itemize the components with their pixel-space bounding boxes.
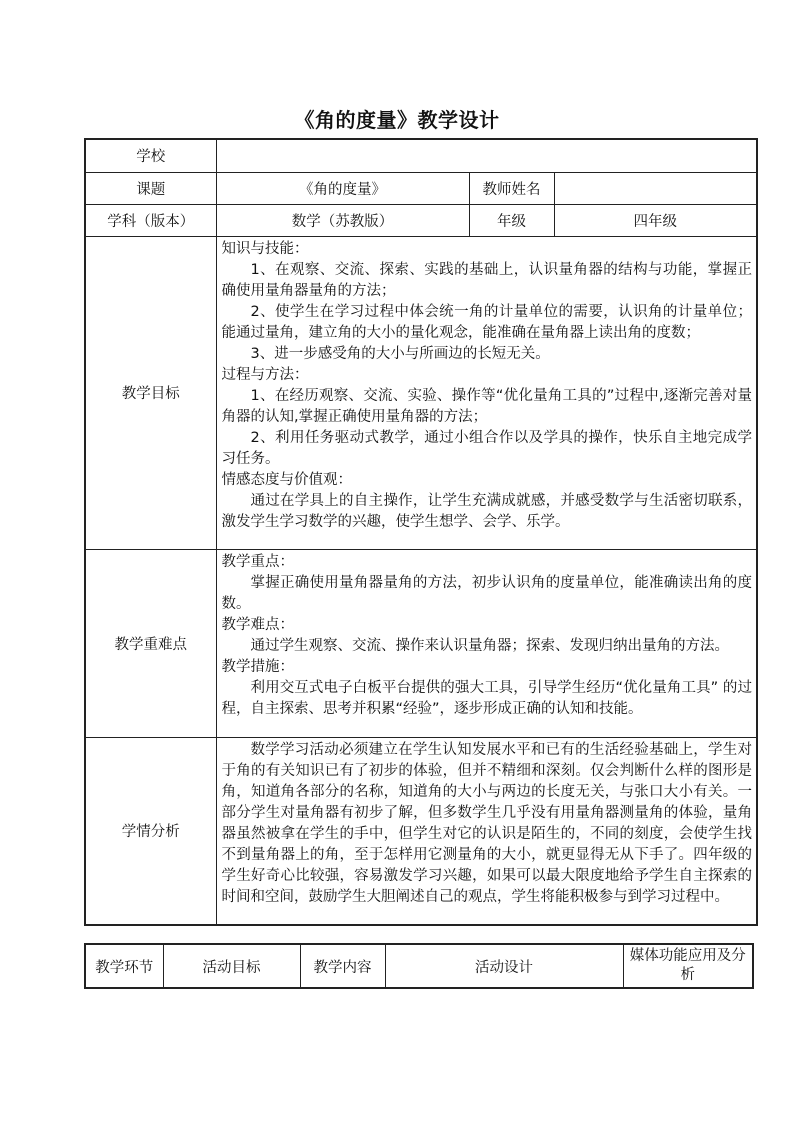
school-row (85, 139, 757, 172)
school-label: 学校 (85, 139, 216, 172)
measures-text: 利用交互式电子白板平台提供的强大工具，引导学生经历“优化量角工具” 的过程，自主探索、思考并积累“经验”，逐步形成正确的认知和技能。 (221, 679, 752, 717)
grade-label: 年级 (469, 204, 554, 236)
focus-text: 掌握正确使用量角器量角的方法，初步认识角的度量单位，能准确读出角的度数。 (221, 574, 752, 612)
teacher-label: 教师姓名 (469, 172, 554, 204)
subject-row (85, 204, 757, 236)
topic-row (85, 172, 757, 204)
activity-header-row (85, 944, 753, 988)
goals-row (85, 236, 757, 549)
header-activity-goal: 活动目标 (163, 944, 300, 988)
header-media-analysis: 媒体功能应用及分析 (623, 944, 753, 988)
key-points-content (216, 549, 757, 737)
activity-table (84, 943, 754, 989)
measures-heading: 教学措施： (221, 658, 294, 675)
difficulty-heading: 教学难点： (221, 616, 294, 633)
knowledge-item-2: 2、使学生在学习过程中体会统一角的计量单位的需要，认识角的计量单位；能通过量角，建立角的大小的量化观念，能准确在量角器上读出角的度数； (221, 303, 752, 341)
process-item-2: 2、利用任务驱动式教学，通过小组合作以及学具的操作，快乐自主地完成学习任务。 (221, 429, 752, 467)
analysis-content (216, 737, 757, 925)
key-points-label: 教学重难点 (85, 549, 216, 737)
header-activity-design: 活动设计 (385, 944, 623, 988)
emotion-heading: 情感态度与价值观： (221, 471, 352, 488)
goals-label: 教学目标 (85, 236, 216, 549)
emotion-item-1: 通过在学具上的自主操作，让学生充满成就感，并感受数学与生活密切联系，激发学生学习数学的兴趣，使学生想学、会学、乐学。 (221, 492, 752, 530)
goals-content (216, 236, 757, 549)
knowledge-item-3: 3、进一步感受角的大小与所画边的长短无关。 (250, 345, 550, 362)
analysis-row (85, 737, 757, 925)
analysis-label: 学情分析 (85, 737, 216, 925)
school-value (216, 139, 757, 172)
subject-value: 数学（苏教版） (216, 204, 469, 236)
knowledge-item-1: 1、在观察、交流、探索、实践的基础上，认识量角器的结构与功能，掌握正确使用量角器量角的方法； (221, 261, 752, 299)
difficulty-text: 通过学生观察、交流、操作来认识量角器；探索、发现归纳出量角的方法。 (250, 637, 729, 654)
lesson-info-table (84, 138, 758, 926)
focus-heading: 教学重点： (221, 553, 294, 570)
process-item-1: 1、在经历观察、交流、实验、操作等“优化量角工具的”过程中,逐渐完善对量角器的认知,掌握正确使用量角器的方法； (221, 387, 752, 425)
header-teaching-stage: 教学环节 (85, 944, 163, 988)
topic-label: 课题 (85, 172, 216, 204)
topic-value: 《角的度量》 (216, 172, 469, 204)
key-points-row (85, 549, 757, 737)
knowledge-heading: 知识与技能： (221, 240, 309, 257)
teacher-value (554, 172, 757, 204)
grade-value: 四年级 (554, 204, 757, 236)
document-title: 《角的度量》教学设计 (294, 108, 500, 132)
subject-label: 学科（版本） (85, 204, 216, 236)
process-heading: 过程与方法： (221, 366, 309, 383)
header-teaching-content: 教学内容 (300, 944, 385, 988)
analysis-text: 数学学习活动必须建立在学生认知发展水平和已有的生活经验基础上，学生对于角的有关知识已有了初步的体验，但并不精细和深刻。仅会判断什么样的图形是角，知道角各部分的名称，知道角的大小与两边的长度无关，与张口大小有关。一部分学生对量角器有初步了解，但多数学生几乎没有用量角器测量角的体验，量角器虽然被拿在学生的手中，但学生对它的认识是陌生的，不同的刻度，会使学生找不到量角器上的角，至于怎样用它测量角的大小，就更显得无从下手了。四年级的学生好奇心比较强，容易激发学习兴趣，如果可以最大限度地给予学生自主探索的时间和空间，鼓励学生大胆阐述自己的观点，学生将能积极参与到学习过程中。 (221, 741, 752, 905)
